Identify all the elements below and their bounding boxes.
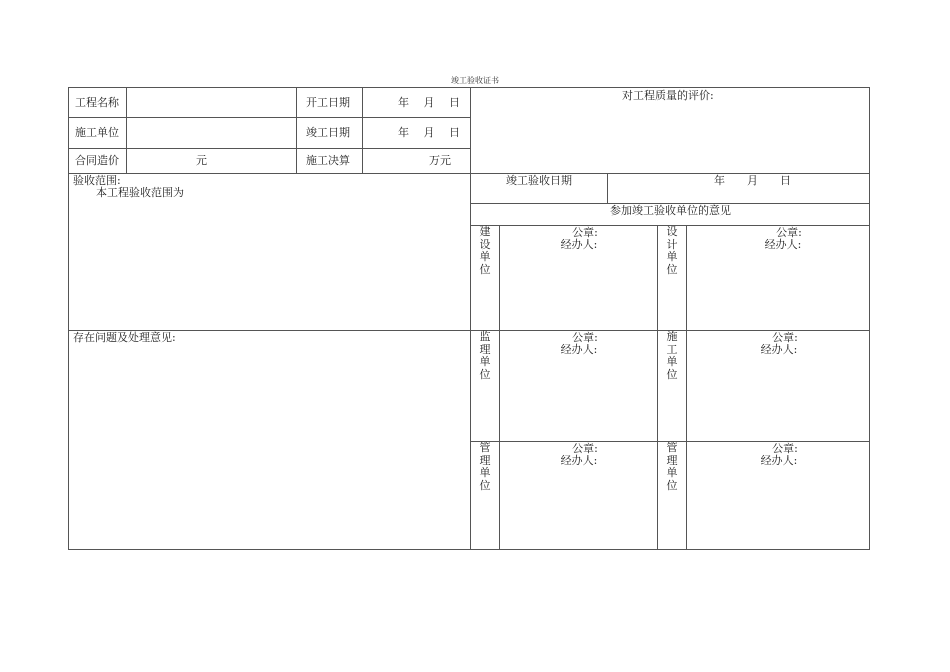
start-date-value: 年 月 日 (398, 96, 460, 109)
settlement-unit: 万元 (429, 154, 451, 167)
management-left-handler-label: 经办人: (560, 454, 598, 467)
issues-label: 存在问题及处理意见: (73, 331, 176, 344)
certificate-frame (68, 87, 870, 550)
col-line-3 (362, 87, 363, 173)
document-title: 竣工验收证书 (451, 76, 499, 85)
construction-seal-label: 公章: (572, 226, 598, 239)
unit-management-left-label: 管理单位 (479, 441, 491, 492)
supervision-handler-label: 经办人: (560, 343, 598, 356)
construction-handler-label: 经办人: (560, 238, 598, 251)
supervision-seal-label: 公章: (572, 331, 598, 344)
col-line-7 (657, 225, 658, 550)
unit-supervision-label: 监理单位 (479, 330, 491, 381)
management-right-seal-label: 公章: (772, 442, 798, 455)
col-line-5 (607, 173, 608, 203)
design-seal-label: 公章: (776, 226, 802, 239)
builder-handler-label: 经办人: (760, 343, 798, 356)
builder-seal-label: 公章: (772, 331, 798, 344)
row-line-2 (68, 148, 470, 149)
management-left-seal-label: 公章: (572, 442, 598, 455)
settlement-label: 施工决算 (306, 154, 350, 167)
contract-price-unit: 元 (196, 154, 207, 167)
unit-design-label: 设计单位 (666, 225, 678, 276)
project-name-label: 工程名称 (75, 96, 119, 109)
unit-builder-label: 施工单位 (666, 330, 678, 381)
col-line-4 (470, 87, 471, 550)
col-line-2 (296, 87, 297, 173)
unit-management-right-label: 管理单位 (666, 441, 678, 492)
start-date-label: 开工日期 (306, 96, 350, 109)
completion-date-value: 年 月 日 (398, 126, 460, 139)
unit-construction-label: 建设单位 (479, 225, 491, 276)
col-line-1 (126, 87, 127, 173)
scope-text: 本工程验收范围为 (96, 186, 184, 199)
contract-price-label: 合同造价 (75, 154, 119, 167)
acceptance-date-label: 竣工验收日期 (506, 174, 572, 187)
participants-label: 参加竣工验收单位的意见 (610, 204, 731, 217)
acceptance-date-value: 年 月 日 (714, 174, 791, 187)
quality-evaluation-label: 对工程质量的评价: (622, 89, 714, 102)
row-line-6 (68, 330, 870, 331)
design-handler-label: 经办人: (764, 238, 802, 251)
completion-date-label: 竣工日期 (306, 126, 350, 139)
scope-label: 验收范围: (73, 174, 121, 187)
contractor-label: 施工单位 (75, 126, 119, 139)
row-line-1 (68, 117, 470, 118)
col-line-6 (499, 225, 500, 550)
management-right-handler-label: 经办人: (760, 454, 798, 467)
col-line-8 (686, 225, 687, 550)
